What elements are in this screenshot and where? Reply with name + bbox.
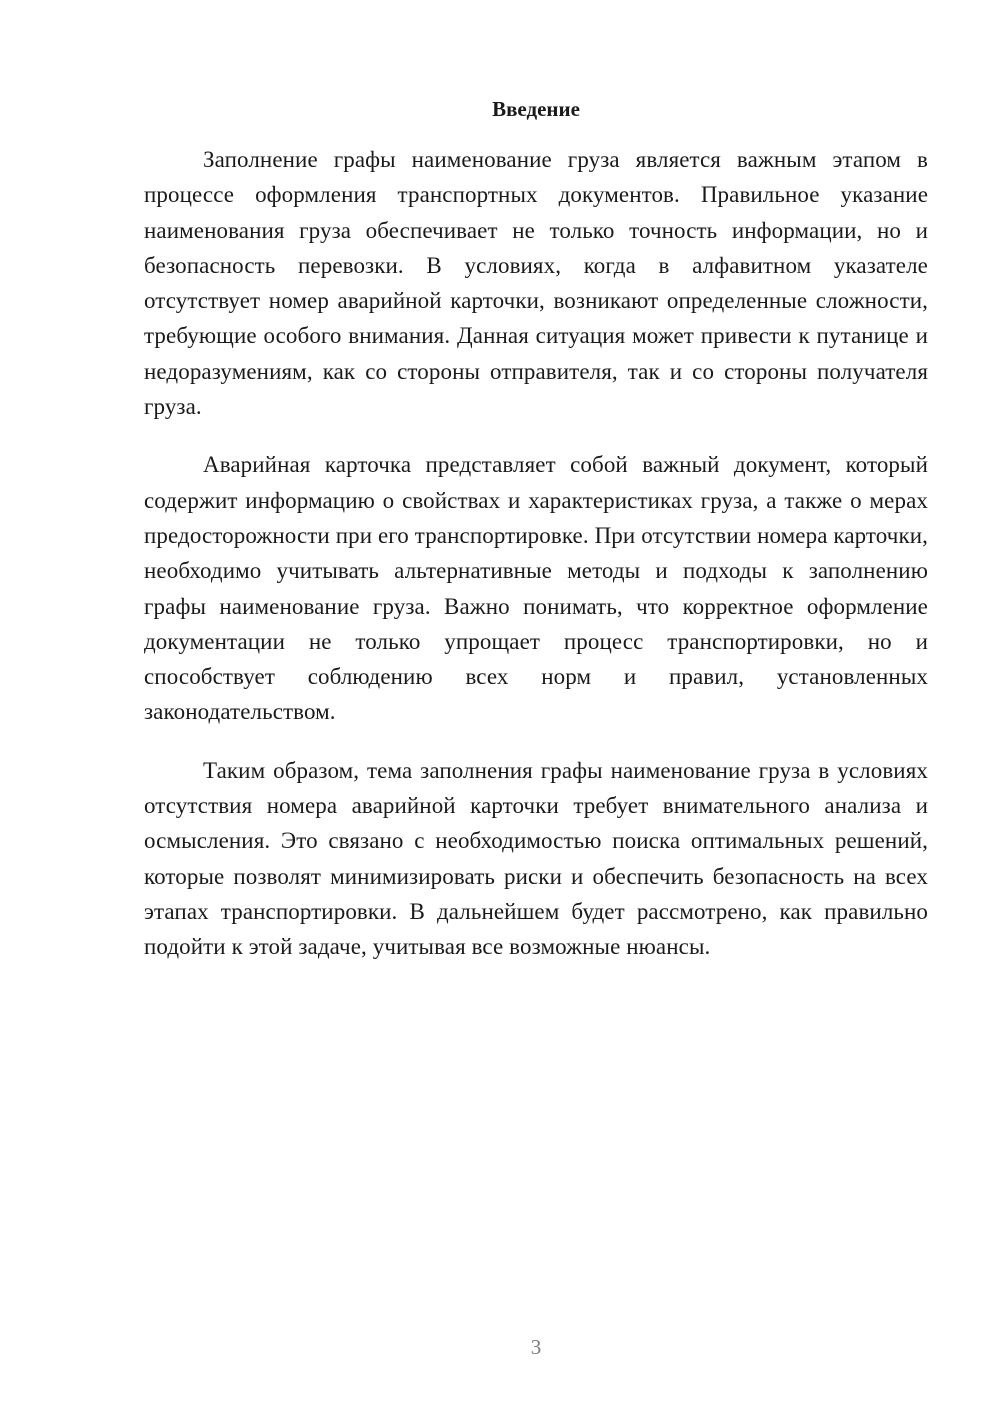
paragraph-1: Заполнение графы наименование груза является важным этапом в процессе оформления транспортных документов. Правильное указание наименования груза обеспечивает не только точность информации, но и безопасность перевозки. В условиях, когда в алфавитном указателе отсутствует номер аварийной карточки, возникают определенные сложности, требующие особого внимания. Данная ситуация может привести к путанице и недоразумениям, как со стороны отправителя, так и со стороны получателя груза.	[144, 147, 928, 420]
page-number: 3	[530, 1335, 542, 1359]
body-text	[144, 142, 928, 988]
paragraph-2: Аварийная карточка представляет собой важный документ, который содержит информацию о свойствах и характеристиках груза, а также о мерах предосторожности при его транспортировке. При отсутствии номера карточки, необходимо учитывать альтернативные методы и подходы к заполнению графы наименование груза. Важно понимать, что корректное оформление документации не только упрощает процесс транспортировки, но и способствует соблюдению всех норм и правил, установленных законодательством.	[144, 452, 928, 725]
paragraph-3: Таким образом, тема заполнения графы наименование груза в условиях отсутствия номера аварийной карточки требует внимательного анализа и осмысления. Это связано с необходимостью поиска оптимальных решений, которые позволят минимизировать риски и обеспечить безопасность на всех этапах транспортировки. В дальнейшем будет рассмотрено, как правильно подойти к этой задаче, учитывая все возможные нюансы.	[144, 757, 928, 960]
section-heading: Введение	[492, 97, 580, 121]
